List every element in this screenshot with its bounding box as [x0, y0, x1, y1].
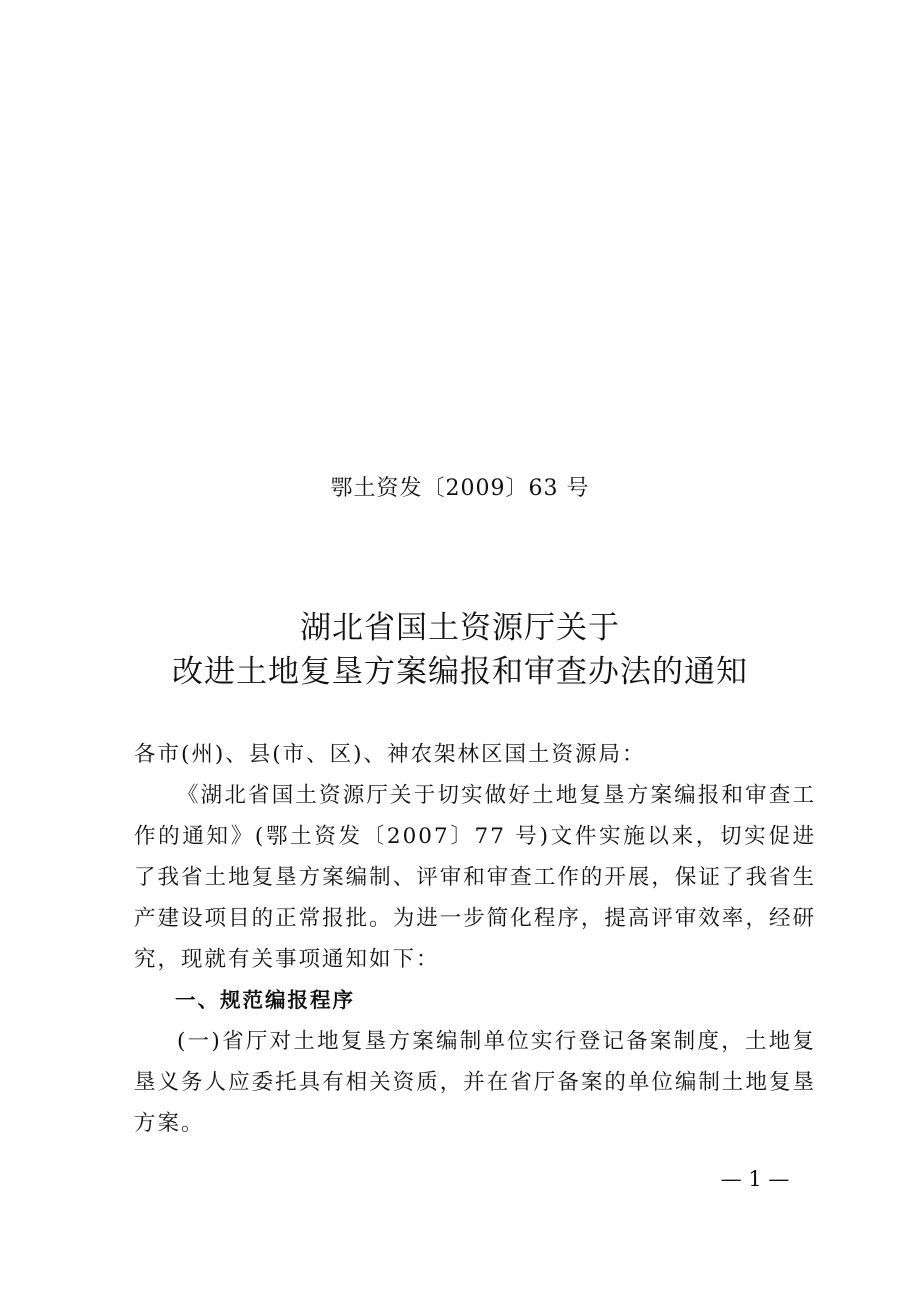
title-line-2: 改进土地复垦方案编报和审查办法的通知 [172, 654, 748, 690]
section-heading: 一、规范编报程序 [175, 988, 355, 1012]
document-number: 鄂土资发〔2009〕63 号 [330, 476, 590, 501]
intro-paragraph: 《湖北省国土资源厅关于切实做好土地复垦方案编报和审查工作的通知》(鄂土资发〔2007〕77 号)文件实施以来，切实促进了我省土地复垦方案编制、评审和审查工作的开展，保证了我省生产建设项目的正常报批。为进一步简化程序，提高评审效率，经研究，现就有关事项通知如下： [134, 783, 816, 972]
title-line-1: 湖北省国土资源厅关于 [300, 610, 620, 646]
page-number: — 1 — [720, 1167, 790, 1191]
salutation: 各市(州)、县(市、区)、神农架林区国土资源局： [134, 742, 646, 767]
document-body [134, 734, 816, 1144]
section-paragraph: (一)省厅对土地复垦方案编制单位实行登记备案制度，土地复垦义务人应委托具有相关资质，并在省厅备案的单位编制土地复垦方案。 [134, 1029, 816, 1136]
document-title [0, 606, 920, 694]
